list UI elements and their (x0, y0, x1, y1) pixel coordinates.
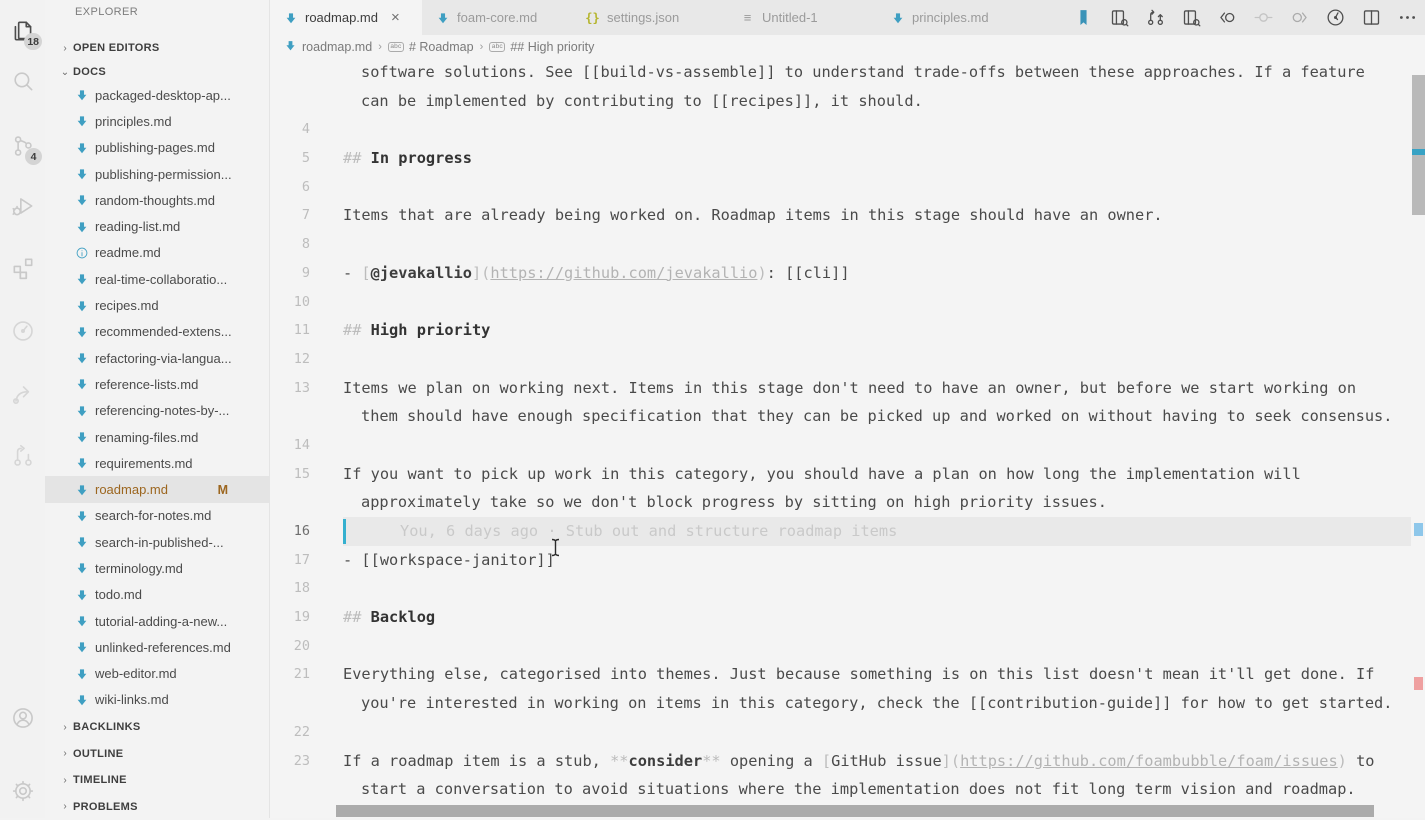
editor-line[interactable] (270, 718, 1425, 747)
tab-principles-md[interactable]: principles.md (877, 0, 1029, 35)
overview-mark-warning (1414, 677, 1423, 690)
editor-line-current[interactable] (270, 517, 1425, 546)
editor-line[interactable] (270, 431, 1425, 460)
line-number: 16 (270, 517, 310, 546)
markdown-icon (74, 561, 89, 576)
editor-region (270, 0, 1425, 818)
markdown-icon (74, 114, 89, 129)
plain-icon: ≡ (740, 10, 755, 25)
markdown-icon (74, 219, 89, 234)
close-icon[interactable]: × (391, 9, 400, 26)
scrollbar-decoration (1412, 149, 1425, 155)
line-number: 4 (270, 115, 310, 144)
file-row-recipes-md[interactable]: recipes.md (45, 292, 270, 318)
file-row-unlinked-references-md[interactable]: unlinked-references.md (45, 634, 270, 660)
editor-line[interactable]: 19 ## Backlog (270, 603, 1425, 632)
editor-line[interactable]: 17 - [[workspace-janitor]] (270, 546, 1425, 575)
markdown-icon (74, 666, 89, 681)
more-actions-icon[interactable] (1396, 6, 1419, 29)
accounts-icon[interactable] (0, 695, 45, 740)
section-problems[interactable]: › PROBLEMS (45, 794, 270, 820)
markdown-icon (74, 140, 89, 155)
sidebar-title: EXPLORER (75, 6, 138, 18)
editor-line[interactable]: 15 If you want to pick up work in this category, you should have a plan on how long the implementation will (270, 460, 1425, 489)
markdown-icon (74, 324, 89, 339)
markdown-icon (74, 692, 89, 707)
breadcrumb-separator: › (479, 41, 485, 53)
section-outline[interactable]: › OUTLINE (45, 741, 270, 768)
md-icon (890, 10, 905, 25)
tab-foam-core-md[interactable]: foam-core.md (422, 0, 572, 35)
markdown-icon (74, 482, 89, 497)
section-timeline[interactable]: › TIMELINE (45, 767, 270, 794)
line-number: 5 (270, 144, 310, 173)
file-row-web-editor-md[interactable]: web-editor.md (45, 661, 270, 687)
breadcrumb-item[interactable]: roadmap.md (284, 39, 372, 55)
editor-line[interactable] (270, 115, 1425, 144)
chevron-right-icon: › (57, 748, 73, 759)
tab-untitled-1[interactable]: ≡ Untitled-1 (727, 0, 877, 35)
open-editors-section[interactable]: › OPEN EDITORS (45, 36, 270, 60)
line-number: 18 (270, 574, 310, 603)
editor-line[interactable] (270, 230, 1425, 259)
activity-bar (0, 0, 45, 818)
line-number: 21 (270, 660, 310, 689)
editor-line[interactable]: them should have enough specification that they can be picked up and worked on without having to seek consensus. (270, 402, 1425, 431)
open-preview-side-icon[interactable] (1108, 6, 1131, 29)
markdown-icon (284, 39, 297, 55)
markdown-icon (74, 456, 89, 471)
chevron-down-icon: ⌄ (57, 67, 73, 78)
markdown-icon (74, 614, 89, 629)
line-number: 12 (270, 345, 310, 374)
line-number: 15 (270, 460, 310, 489)
breadcrumb-item[interactable]: abc # Roadmap (388, 40, 474, 54)
text-cursor (343, 519, 346, 544)
line-number: 6 (270, 173, 310, 202)
git-modified-badge: M (218, 483, 228, 497)
file-row-real-time-collaboratio[interactable]: real-time-collaboratio... (45, 266, 270, 292)
sidebar-bottom-sections (45, 714, 270, 820)
chevron-right-icon: › (57, 43, 73, 54)
line-number: 22 (270, 718, 310, 747)
markdown-icon (74, 272, 89, 287)
markdown-icon (74, 167, 89, 182)
markdown-icon (74, 88, 89, 103)
open-changes-icon[interactable] (1252, 6, 1275, 29)
line-number: 19 (270, 603, 310, 632)
file-list (45, 82, 270, 713)
file-row-tutorial-adding-a-new[interactable]: tutorial-adding-a-new... (45, 608, 270, 634)
editor-line[interactable]: start a conversation to avoid situations where the implementation does not fit long term vision and roadmap. (270, 775, 1425, 804)
split-editor-icon[interactable] (1360, 6, 1383, 29)
file-row-refactoring-via-langua[interactable]: refactoring-via-langua... (45, 345, 270, 371)
file-row-search-in-published-[interactable]: search-in-published-... (45, 529, 270, 555)
editor-line[interactable]: 23 If a roadmap item is a stub, **consider** opening a [GitHub issue](https://github.com/foambubble/foam/issues) to (270, 747, 1425, 776)
line-number: 9 (270, 259, 310, 288)
explorer-icon[interactable] (0, 8, 45, 53)
line-number: 14 (270, 431, 310, 460)
symbol-string-icon: abc (489, 42, 505, 52)
editor-line[interactable]: 21 Everything else, categorised into themes. Just because something is on this list doesn't mean it'll get done. If (270, 660, 1425, 689)
line-number: 8 (270, 230, 310, 259)
markdown-icon (74, 508, 89, 523)
markdown-icon (74, 403, 89, 418)
section-backlinks[interactable]: › BACKLINKS (45, 714, 270, 741)
editor-line[interactable] (270, 345, 1425, 374)
file-row-wiki-links-md[interactable]: wiki-links.md (45, 687, 270, 713)
editor-line[interactable] (270, 173, 1425, 202)
symbol-string-icon: abc (388, 42, 404, 52)
file-row-terminology-md[interactable]: terminology.md (45, 555, 270, 581)
mouse-cursor-ibeam (550, 538, 561, 562)
editor-line[interactable]: 13 Items we plan on working next. Items in this stage don't need to have an owner, but before we start working on (270, 374, 1425, 403)
settings-icon[interactable] (0, 768, 45, 813)
info-icon (74, 245, 89, 260)
editor-actions (1072, 0, 1419, 35)
compare-branches-icon[interactable] (1144, 6, 1167, 29)
bookmark-icon[interactable] (1072, 6, 1095, 29)
extensions-icon[interactable] (0, 245, 45, 290)
file-row-publishing-permission[interactable]: publishing-permission... (45, 161, 270, 187)
line-number: 10 (270, 288, 310, 317)
line-number: 23 (270, 747, 310, 776)
markdown-icon (74, 587, 89, 602)
editor-line[interactable] (270, 632, 1425, 661)
editor-line[interactable]: 9 - [@jevakallio](https://github.com/jevakallio): [[cli]] (270, 259, 1425, 288)
breadcrumb (270, 35, 1425, 58)
file-row-reference-lists-md[interactable]: reference-lists.md (45, 371, 270, 397)
markdown-icon (74, 430, 89, 445)
line-number: 7 (270, 201, 310, 230)
line-number: 20 (270, 632, 310, 661)
file-row-readme-md[interactable]: readme.md (45, 240, 270, 266)
overview-mark-currentline (1414, 523, 1423, 536)
editor-line[interactable]: 11 ## High priority (270, 316, 1425, 345)
tab-settings-json[interactable]: {} settings.json (572, 0, 727, 35)
chevron-right-icon: › (57, 775, 73, 786)
editor-line[interactable]: you're interested in working on items in this category, check the [[contribution-guide]] for how to get started. (270, 689, 1425, 718)
search-icon[interactable] (0, 58, 45, 103)
file-row-recommended-extens[interactable]: recommended-extens... (45, 319, 270, 345)
vertical-scrollbar[interactable] (1412, 75, 1425, 215)
md-icon (435, 10, 450, 25)
editor-line[interactable] (270, 574, 1425, 603)
foam-graph-icon[interactable] (0, 308, 45, 353)
file-row-packaged-desktop-ap[interactable]: packaged-desktop-ap... (45, 82, 270, 108)
markdown-icon (74, 377, 89, 392)
run-debug-icon[interactable] (0, 183, 45, 228)
md-icon (283, 10, 298, 25)
file-row-reading-list-md[interactable]: reading-list.md (45, 213, 270, 239)
file-row-roadmap-md[interactable]: roadmap.md M (45, 476, 270, 502)
editor-line[interactable]: 7 Items that are already being worked on. Roadmap items in this stage should have an owner. (270, 201, 1425, 230)
file-row-requirements-md[interactable]: requirements.md (45, 450, 270, 476)
open-preview-side-2-icon[interactable] (1180, 6, 1203, 29)
badge: 4 (25, 148, 42, 165)
file-row-referencing-notes-by-[interactable]: referencing-notes-by-... (45, 398, 270, 424)
editor-line[interactable]: software solutions. See [[build-vs-assemble]] to understand trade-offs between these approaches. If a feature (270, 58, 1425, 87)
file-row-random-thoughts-md[interactable]: random-thoughts.md (45, 187, 270, 213)
breadcrumb-separator: › (377, 41, 383, 53)
markdown-icon (74, 298, 89, 313)
source-control-icon[interactable] (0, 123, 45, 168)
share-icon[interactable] (0, 371, 45, 416)
markdown-icon (74, 351, 89, 366)
file-row-todo-md[interactable]: todo.md (45, 582, 270, 608)
chevron-right-icon: › (57, 722, 73, 733)
tab-roadmap-md[interactable]: roadmap.md × (270, 0, 422, 35)
file-row-renaming-files-md[interactable]: renaming-files.md (45, 424, 270, 450)
open-changes-previous-icon[interactable] (1216, 6, 1239, 29)
file-history-icon[interactable] (1324, 6, 1347, 29)
line-number: 17 (270, 546, 310, 575)
pull-request-icon[interactable] (0, 433, 45, 478)
json-icon: {} (585, 10, 600, 25)
editor-line[interactable]: can be implemented by contributing to [[recipes]], it should. (270, 87, 1425, 116)
line-number: 11 (270, 316, 310, 345)
file-row-search-for-notes-md[interactable]: search-for-notes.md (45, 503, 270, 529)
editor-line[interactable]: approximately take so we don't block progress by sitting on high priority issues. (270, 488, 1425, 517)
file-row-publishing-pages-md[interactable]: publishing-pages.md (45, 135, 270, 161)
markdown-icon (74, 535, 89, 550)
file-row-principles-md[interactable]: principles.md (45, 108, 270, 134)
chevron-right-icon: › (57, 801, 73, 812)
editor-line[interactable]: 5 ## In progress (270, 144, 1425, 173)
markdown-icon (74, 640, 89, 655)
markdown-icon (74, 193, 89, 208)
docs-section[interactable]: ⌄ DOCS (45, 60, 270, 84)
editor-line[interactable] (270, 288, 1425, 317)
line-number: 13 (270, 374, 310, 403)
horizontal-scrollbar[interactable] (336, 805, 1374, 817)
explorer-sidebar (45, 0, 270, 818)
open-changes-next-icon[interactable] (1288, 6, 1311, 29)
git-blame-annotation: You, 6 days ago · Stub out and structure roadmap items (400, 522, 897, 540)
badge: 18 (24, 33, 42, 50)
editor-lines (270, 58, 1425, 804)
breadcrumb-item[interactable]: abc ## High priority (489, 40, 594, 54)
